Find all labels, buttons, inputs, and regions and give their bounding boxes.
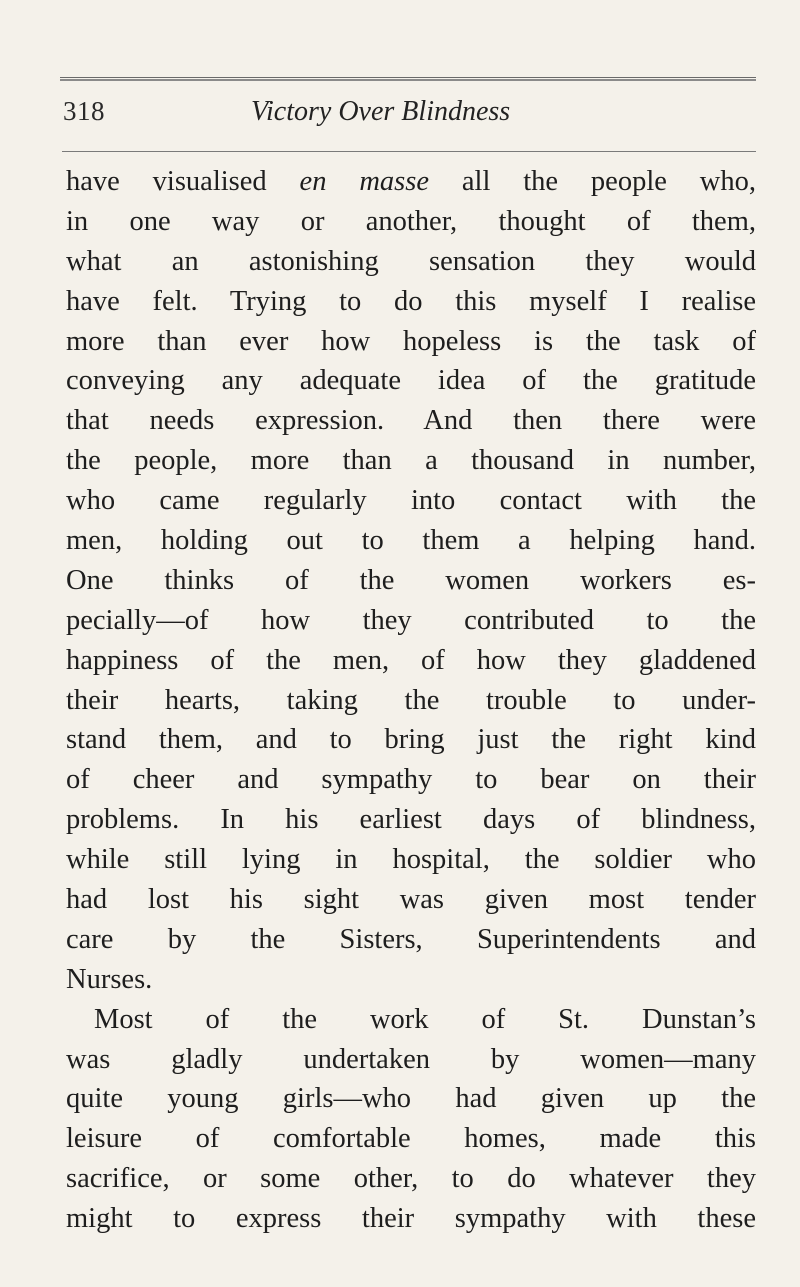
- text-line: that needs expression. And then there were: [66, 405, 756, 437]
- text-line: problems. In his earliest days of blindness,: [66, 804, 756, 836]
- text-line: men, holding out to them a helping hand.: [66, 525, 756, 557]
- body-text: [66, 162, 756, 1239]
- text-line: pecially—of how they contributed to the: [66, 604, 756, 636]
- text-line: sacrifice, or some other, to do whatever they: [66, 1163, 756, 1195]
- text-line: conveying any adequate idea of the gratitude: [66, 365, 756, 397]
- page-number: 318: [63, 96, 105, 126]
- text-line: leisure of comfortable homes, made this: [66, 1123, 756, 1155]
- text-line: quite young girls—who had given up the: [66, 1083, 756, 1115]
- text-line: the people, more than a thousand in number,: [66, 445, 756, 477]
- text-line: more than ever how hopeless is the task of: [66, 325, 756, 357]
- text-line: have felt. Trying to do this myself I realise: [66, 285, 756, 317]
- running-title: Victory Over Blindness: [251, 96, 511, 127]
- text-line: who came regularly into contact with the: [66, 485, 756, 517]
- text-line: was gladly undertaken by women—many: [66, 1043, 756, 1075]
- text-line: stand them, and to bring just the right kind: [66, 724, 756, 756]
- text-line: in one way or another, thought of them,: [66, 205, 756, 237]
- header-bottom-rule: [62, 151, 756, 152]
- text-line: had lost his sight was given most tender: [66, 884, 756, 916]
- text-line: Most of the work of St. Dunstan’s: [94, 1003, 756, 1035]
- text-line: their hearts, taking the trouble to under-: [66, 684, 756, 716]
- text-line: care by the Sisters, Superintendents and: [66, 923, 756, 955]
- text-line: happiness of the men, of how they gladdened: [66, 644, 756, 676]
- text-line: of cheer and sympathy to bear on their: [66, 764, 756, 796]
- header-top-rule: [60, 77, 756, 81]
- page-header: [63, 96, 753, 136]
- text-line: while still lying in hospital, the soldier who: [66, 844, 756, 876]
- text-line: Nurses.: [66, 963, 153, 995]
- text-line: have visualised en masse all the people who,: [66, 166, 756, 197]
- text-line: One thinks of the women workers es-: [66, 564, 756, 596]
- text-line: might to express their sympathy with these: [66, 1203, 756, 1235]
- italic-phrase: en masse: [299, 166, 429, 197]
- text-line: what an astonishing sensation they would: [66, 245, 756, 277]
